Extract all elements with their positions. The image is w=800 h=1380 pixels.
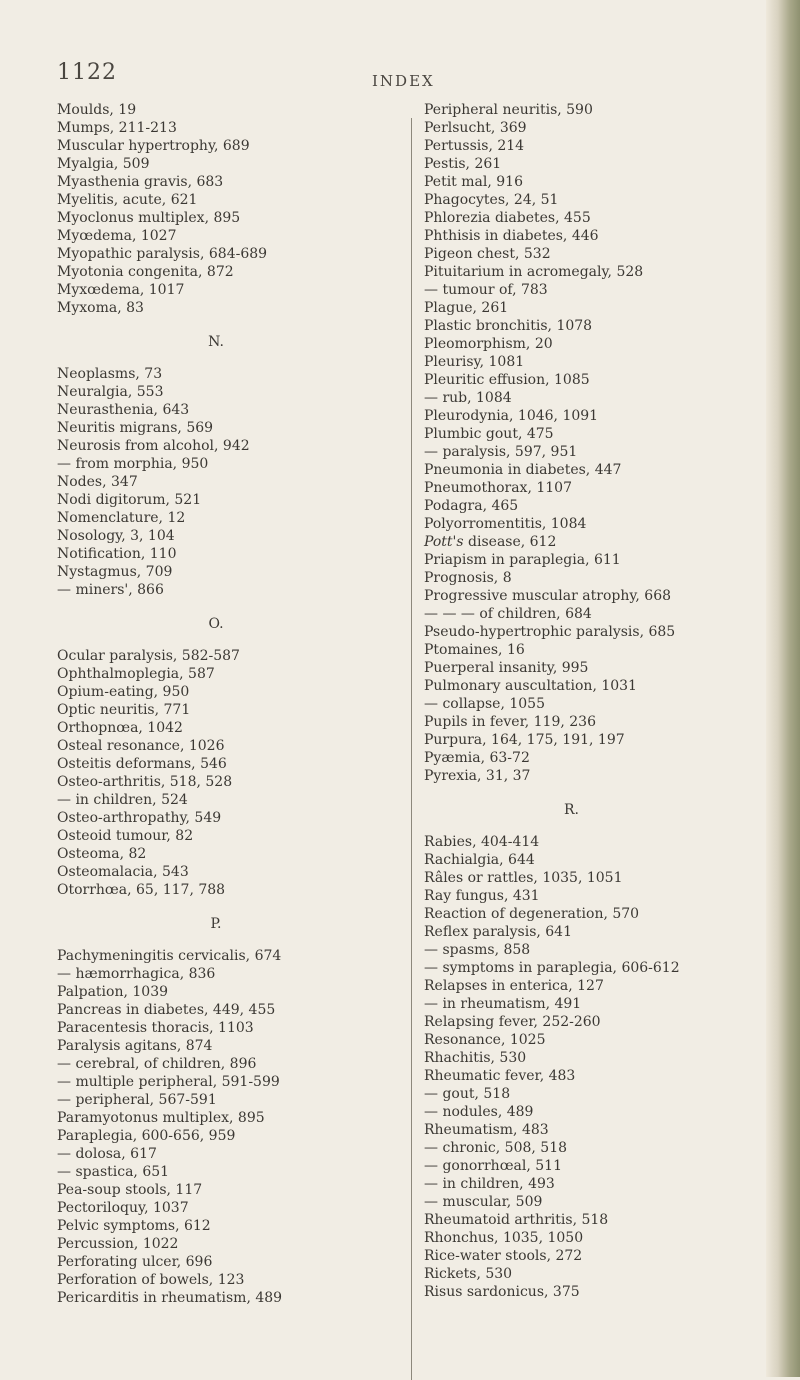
index-entry: Plumbic gout, 475 (424, 426, 554, 442)
index-entry: Pleuritic effusion, 1085 (424, 372, 590, 388)
index-entry: Myxœdema, 1017 (57, 282, 185, 298)
index-entry: Myoclonus multiplex, 895 (57, 210, 241, 226)
index-entry: Mumps, 211-213 (57, 120, 177, 136)
index-entry: Puerperal insanity, 995 (424, 660, 589, 676)
index-entry: Pigeon chest, 532 (424, 246, 551, 262)
index-entry: Pleurisy, 1081 (424, 354, 525, 370)
index-entry: Pyæmia, 63-72 (424, 750, 530, 766)
index-entry: Palpation, 1039 (57, 984, 169, 1000)
index-entry: — paralysis, 597, 951 (424, 444, 578, 460)
index-entry: — cerebral, of children, 896 (57, 1056, 257, 1072)
column-divider (411, 118, 412, 1380)
index-entry: — — — of children, 684 (424, 606, 592, 622)
index-entry: Optic neuritis, 771 (57, 702, 191, 718)
index-entry: Pneumonia in diabetes, 447 (424, 462, 622, 478)
index-group-o (57, 647, 397, 899)
index-group-r (424, 833, 774, 1301)
index-entry: Pleurodynia, 1046, 1091 (424, 408, 599, 424)
index-entry: Perforating ulcer, 696 (57, 1254, 213, 1270)
index-entry: — collapse, 1055 (424, 696, 545, 712)
index-group-p-continued-2 (424, 551, 774, 785)
index-entry: Myotonia congenita, 872 (57, 264, 234, 280)
index-entry: Myelitis, acute, 621 (57, 192, 198, 208)
index-entry: Pituitarium in acromegaly, 528 (424, 264, 644, 280)
index-entry: — hæmorrhagica, 836 (57, 966, 216, 982)
index-entry: Rickets, 530 (424, 1266, 513, 1282)
index-entry: Plastic bronchitis, 1078 (424, 318, 593, 334)
index-entry: — in children, 493 (424, 1176, 555, 1192)
section-letter-o: O. (208, 616, 224, 632)
index-entry: Notification, 110 (57, 546, 177, 562)
index-entry: Osteal resonance, 1026 (57, 738, 225, 754)
index-entry: Pachymeningitis cervicalis, 674 (57, 948, 282, 964)
index-entry: Paracentesis thoracis, 1103 (57, 1020, 254, 1036)
index-entry: Pea-soup stools, 117 (57, 1182, 203, 1198)
index-entry: Pericarditis in rheumatism, 489 (57, 1290, 283, 1306)
index-entry: Paramyotonus multiplex, 895 (57, 1110, 265, 1126)
index-entry: Nystagmus, 709 (57, 564, 173, 580)
index-entry: Ocular paralysis, 582-587 (57, 648, 240, 664)
index-entry: Rhonchus, 1035, 1050 (424, 1230, 584, 1246)
index-group-p (57, 947, 397, 1307)
index-entry: Risus sardonicus, 375 (424, 1284, 580, 1300)
index-entry: Rheumatic fever, 483 (424, 1068, 576, 1084)
index-entry: Paralysis agitans, 874 (57, 1038, 213, 1054)
index-entry: Phthisis in diabetes, 446 (424, 228, 599, 244)
index-entry: Moulds, 19 (57, 102, 137, 118)
index-entry-potts-disease (424, 533, 774, 551)
index-entry: Rheumatoid arthritis, 518 (424, 1212, 609, 1228)
index-entry: Osteoma, 82 (57, 846, 147, 862)
index-entry: Pneumothorax, 1107 (424, 480, 572, 496)
index-group-m (57, 101, 397, 317)
index-entry: — spasms, 858 (424, 942, 531, 958)
potts-rest: disease, 612 (463, 534, 557, 550)
index-entry: Pseudo-hypertrophic paralysis, 685 (424, 624, 676, 640)
index-entry: Pelvic symptoms, 612 (57, 1218, 211, 1234)
index-entry: Pertussis, 214 (424, 138, 525, 154)
index-entry: Podagra, 465 (424, 498, 519, 514)
index-entry: Petit mal, 916 (424, 174, 523, 190)
index-entry: Polyorromentitis, 1084 (424, 516, 587, 532)
index-entry: Opium-eating, 950 (57, 684, 190, 700)
index-entry: Percussion, 1022 (57, 1236, 179, 1252)
index-entry: Phagocytes, 24, 51 (424, 192, 559, 208)
index-entry: Relapsing fever, 252-260 (424, 1014, 601, 1030)
index-entry: — nodules, 489 (424, 1104, 534, 1120)
index-entry: Myœdema, 1027 (57, 228, 177, 244)
section-letter-n: N. (208, 334, 224, 350)
index-entry: Neoplasms, 73 (57, 366, 163, 382)
index-entry: Neuralgia, 553 (57, 384, 164, 400)
index-entry: Neurasthenia, 643 (57, 402, 190, 418)
index-entry: — tumour of, 783 (424, 282, 548, 298)
potts-name: Pott's (424, 534, 464, 550)
index-entry: Rachialgia, 644 (424, 852, 535, 868)
index-entry: Progressive muscular atrophy, 668 (424, 588, 672, 604)
index-entry: — in rheumatism, 491 (424, 996, 582, 1012)
index-entry: — muscular, 509 (424, 1194, 543, 1210)
index-entry: Pleomorphism, 20 (424, 336, 553, 352)
section-letter-r: R. (564, 802, 579, 818)
index-entry: Râles or rattles, 1035, 1051 (424, 870, 623, 886)
index-entry: Ray fungus, 431 (424, 888, 540, 904)
index-entry: — in children, 524 (57, 792, 188, 808)
index-entry: Pectoriloquy, 1037 (57, 1200, 189, 1216)
index-entry: Otorrhœa, 65, 117, 788 (57, 882, 226, 898)
index-entry: Pyrexia, 31, 37 (424, 768, 531, 784)
index-entry: Rabies, 404-414 (424, 834, 540, 850)
index-entry: Relapses in enterica, 127 (424, 978, 604, 994)
section-letter-p: P. (210, 916, 222, 932)
index-entry: — symptoms in paraplegia, 606-612 (424, 960, 680, 976)
index-entry: Reflex paralysis, 641 (424, 924, 572, 940)
index-entry: — multiple peripheral, 591-599 (57, 1074, 280, 1090)
index-entry: Phlorezia diabetes, 455 (424, 210, 591, 226)
index-entry: Myalgia, 509 (57, 156, 150, 172)
index-entry: — dolosa, 617 (57, 1146, 157, 1162)
index-group-n (57, 365, 397, 599)
index-entry: Nosology, 3, 104 (57, 528, 175, 544)
left-column (57, 101, 397, 1307)
index-entry: — gout, 518 (424, 1086, 511, 1102)
index-entry: Ophthalmoplegia, 587 (57, 666, 215, 682)
index-entry: Myasthenia gravis, 683 (57, 174, 224, 190)
index-entry: Plague, 261 (424, 300, 509, 316)
index-entry: Osteomalacia, 543 (57, 864, 189, 880)
index-entry: Muscular hypertrophy, 689 (57, 138, 250, 154)
page-number: 1122 (57, 60, 117, 85)
index-entry: Pestis, 261 (424, 156, 502, 172)
index-entry: Prognosis, 8 (424, 570, 512, 586)
index-entry: Osteitis deformans, 546 (57, 756, 227, 772)
index-entry: Osteoid tumour, 82 (57, 828, 194, 844)
index-entry: Pulmonary auscultation, 1031 (424, 678, 637, 694)
index-entry: Peripheral neuritis, 590 (424, 102, 593, 118)
index-entry: Myopathic paralysis, 684-689 (57, 246, 268, 262)
index-entry: — spastica, 651 (57, 1164, 170, 1180)
index-entry: Osteo-arthritis, 518, 528 (57, 774, 233, 790)
index-entry: Ptomaines, 16 (424, 642, 525, 658)
index-entry: Pancreas in diabetes, 449, 455 (57, 1002, 276, 1018)
index-entry: — gonorrhœal, 511 (424, 1158, 562, 1174)
index-entry: Nodi digitorum, 521 (57, 492, 202, 508)
index-entry: Resonance, 1025 (424, 1032, 546, 1048)
index-entry: Nomenclature, 12 (57, 510, 186, 526)
index-entry: — chronic, 508, 518 (424, 1140, 568, 1156)
index-entry: — rub, 1084 (424, 390, 512, 406)
index-entry: Osteo-arthropathy, 549 (57, 810, 222, 826)
index-entry: Rheumatism, 483 (424, 1122, 549, 1138)
index-entry: Priapism in paraplegia, 611 (424, 552, 621, 568)
index-entry: Paraplegia, 600-656, 959 (57, 1128, 236, 1144)
index-entry: Nodes, 347 (57, 474, 138, 490)
index-entry: Rhachitis, 530 (424, 1050, 527, 1066)
index-entry: Neuritis migrans, 569 (57, 420, 214, 436)
index-entry: — miners', 866 (57, 582, 164, 598)
index-group-p-continued (424, 101, 774, 533)
index-entry: Pupils in fever, 119, 236 (424, 714, 596, 730)
index-entry: — from morphia, 950 (57, 456, 209, 472)
index-entry: — peripheral, 567-591 (57, 1092, 217, 1108)
index-entry: Rice-water stools, 272 (424, 1248, 583, 1264)
index-entry: Perlsucht, 369 (424, 120, 527, 136)
index-entry: Myxoma, 83 (57, 300, 144, 316)
index-entry: Neurosis from alcohol, 942 (57, 438, 250, 454)
index-entry: Perforation of bowels, 123 (57, 1272, 245, 1288)
index-entry: Reaction of degeneration, 570 (424, 906, 640, 922)
index-entry: Purpura, 164, 175, 191, 197 (424, 732, 625, 748)
right-column (424, 101, 774, 1301)
index-entry: Orthopnœa, 1042 (57, 720, 183, 736)
running-head: INDEX (372, 72, 435, 90)
